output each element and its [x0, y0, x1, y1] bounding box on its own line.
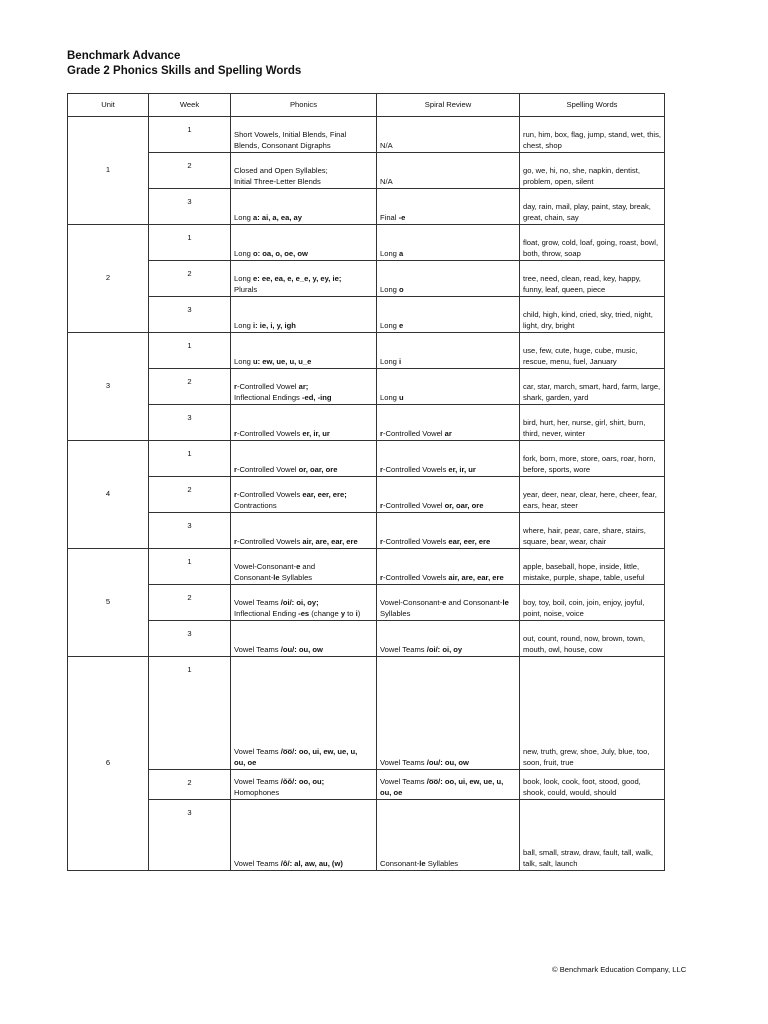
- week-cell: 1: [149, 441, 231, 477]
- column-header-spiral-review: Spiral Review: [377, 94, 520, 117]
- text-segment: Long: [234, 274, 254, 283]
- week-cell: 2: [149, 153, 231, 189]
- week-cell: 2: [149, 369, 231, 405]
- text-segment: Long: [380, 320, 400, 330]
- text-segment: i: [355, 608, 358, 618]
- week-cell: 2: [149, 770, 231, 800]
- text-segment: N/A: [380, 140, 393, 150]
- text-segment: Inflectional Endings: [234, 392, 302, 402]
- text-segment: r: [234, 428, 237, 438]
- week-cell: 3: [149, 405, 231, 441]
- text-segment: ): [357, 608, 361, 618]
- week-cell: 3: [149, 621, 231, 657]
- text-segment: -Controlled Vowel: [382, 428, 445, 438]
- text-segment: a: [399, 248, 404, 258]
- spelling-words-cell: apple, baseball, hope, inside, little, mistake, purple, shape, table, useful: [520, 549, 665, 585]
- week-cell: 2: [149, 585, 231, 621]
- text-segment: Long: [380, 248, 400, 258]
- phonics-cell: [231, 770, 377, 800]
- text-segment: air, are, ear, ere: [448, 572, 504, 582]
- spiral-review-cell: [377, 369, 520, 405]
- unit-cell: 4: [68, 441, 149, 549]
- document-title: [67, 49, 301, 79]
- spiral-review-cell: [377, 585, 520, 621]
- phonics-cell: [231, 585, 377, 621]
- spiral-review-cell: [377, 657, 520, 770]
- text-segment: r: [380, 572, 383, 582]
- table-row: [68, 189, 665, 225]
- text-segment: e: [399, 320, 404, 330]
- phonics-cell: [231, 513, 377, 549]
- week-cell: 1: [149, 225, 231, 261]
- table-body: [68, 117, 665, 871]
- text-segment: e: [442, 598, 447, 607]
- text-segment: to: [345, 608, 356, 618]
- spelling-words-cell: go, we, hi, no, she, napkin, dentist, problem, open, silent: [520, 153, 665, 189]
- text-segment: N/A: [380, 176, 393, 186]
- text-segment: Final: [380, 212, 399, 222]
- text-segment: r: [234, 382, 237, 391]
- text-segment: -Controlled Vowel: [236, 464, 299, 474]
- text-segment: Long: [234, 212, 254, 222]
- text-segment: Contractions: [234, 500, 277, 510]
- table-row: [68, 513, 665, 549]
- phonics-cell: [231, 153, 377, 189]
- text-segment: Inflectional Ending: [234, 608, 299, 618]
- text-segment: Consonant-: [234, 572, 274, 582]
- week-cell: 1: [149, 657, 231, 770]
- text-segment: r: [234, 490, 237, 499]
- text-segment: Long: [380, 284, 400, 294]
- text-segment: Blends, Consonant Digraphs: [234, 140, 331, 150]
- week-cell: 1: [149, 333, 231, 369]
- text-segment: /ou/: ou, ow: [426, 757, 469, 767]
- spiral-review-cell: [377, 297, 520, 333]
- text-segment: le: [273, 572, 280, 582]
- text-segment: Vowel Teams: [234, 644, 281, 654]
- text-segment: r: [380, 428, 383, 438]
- text-segment: Vowel-Consonant-: [234, 562, 297, 571]
- text-segment: /o̅o̅/: oo, ui, ew, ue, u,: [280, 747, 358, 756]
- phonics-table: [67, 93, 665, 871]
- copyright-notice: © Benchmark Education Company, LLC: [552, 965, 687, 974]
- text-segment: Vowel Teams: [234, 747, 281, 756]
- spelling-words-cell: bird, hurt, her, nurse, girl, shirt, burn, third, never, winter: [520, 405, 665, 441]
- text-segment: r: [234, 536, 237, 546]
- text-segment: r: [380, 536, 383, 546]
- spiral-review-cell: [377, 405, 520, 441]
- phonics-cell: [231, 189, 377, 225]
- spelling-words-cell: ball, small, straw, draw, fault, tall, walk, talk, salt, launch: [520, 800, 665, 871]
- text-segment: Consonant-: [380, 858, 420, 868]
- spiral-review-cell: [377, 477, 520, 513]
- text-segment: Syllables: [380, 608, 411, 618]
- text-segment: Long: [380, 356, 400, 366]
- spiral-review-cell: [377, 549, 520, 585]
- phonics-cell: [231, 369, 377, 405]
- text-segment: Syllables: [279, 572, 313, 582]
- text-segment: a: ai, a, ea, ay: [253, 212, 302, 222]
- text-segment: and: [300, 562, 316, 571]
- table-row: [68, 261, 665, 297]
- spelling-words-cell: child, high, kind, cried, sky, tried, night, light, dry, bright: [520, 297, 665, 333]
- spiral-review-cell: [377, 261, 520, 297]
- spelling-words-cell: boy, toy, boil, coin, join, enjoy, joyful, point, noise, voice: [520, 585, 665, 621]
- spiral-review-cell: [377, 225, 520, 261]
- unit-cell: 1: [68, 117, 149, 225]
- spiral-review-cell: [377, 770, 520, 800]
- text-segment: o: [399, 284, 404, 294]
- text-segment: Long: [234, 356, 254, 366]
- spelling-words-cell: new, truth, grew, shoe, July, blue, too, soon, fruit, true: [520, 657, 665, 770]
- text-segment: Homophones: [234, 787, 280, 797]
- text-segment: /ŏŏ/: oo, ou;: [280, 777, 325, 786]
- text-segment: (change: [309, 608, 341, 618]
- table-row: [68, 770, 665, 800]
- table-row: [68, 153, 665, 189]
- week-cell: 3: [149, 189, 231, 225]
- spiral-review-cell: [377, 621, 520, 657]
- title-line-2: Grade 2 Phonics Skills and Spelling Words: [67, 65, 302, 77]
- spelling-words-cell: car, star, march, smart, hard, farm, large, shark, garden, yard: [520, 369, 665, 405]
- text-segment: Vowel Teams: [234, 777, 281, 786]
- text-segment: /ou/: ou, ow: [280, 644, 323, 654]
- table-row: [68, 621, 665, 657]
- text-segment: or, oar, ore: [298, 464, 338, 474]
- week-cell: 2: [149, 261, 231, 297]
- phonics-cell: [231, 261, 377, 297]
- spelling-words-cell: fork, born, more, store, oars, roar, horn, before, sports, wore: [520, 441, 665, 477]
- spelling-words-cell: book, look, cook, foot, stood, good, shook, could, would, should: [520, 770, 665, 800]
- text-segment: air, are, ear, ere: [302, 536, 358, 546]
- table-row: [68, 117, 665, 153]
- text-segment: e: ee, ea, e, e_e, y, ey, ie;: [253, 274, 342, 283]
- week-cell: 3: [149, 297, 231, 333]
- spiral-review-cell: [377, 513, 520, 549]
- text-segment: -Controlled Vowels: [236, 490, 303, 499]
- text-segment: Vowel Teams: [234, 858, 281, 868]
- text-segment: ear, eer, ere;: [302, 490, 347, 499]
- text-segment: u: [399, 392, 404, 402]
- table-header-row: [68, 94, 665, 117]
- spelling-words-cell: year, deer, near, clear, here, cheer, fear, ears, hear, steer: [520, 477, 665, 513]
- text-segment: -Controlled Vowels: [236, 428, 303, 438]
- text-segment: le: [502, 598, 509, 607]
- week-cell: 3: [149, 513, 231, 549]
- unit-cell: 6: [68, 657, 149, 871]
- text-segment: -Controlled Vowels: [382, 464, 449, 474]
- phonics-cell: [231, 333, 377, 369]
- text-segment: or, oar, ore: [444, 500, 484, 510]
- text-segment: -Controlled Vowel: [382, 500, 445, 510]
- table-row: [68, 549, 665, 585]
- text-segment: Plurals: [234, 284, 258, 294]
- spiral-review-cell: [377, 189, 520, 225]
- spelling-words-cell: day, rain, mail, play, paint, stay, break, great, chain, say: [520, 189, 665, 225]
- text-segment: Syllables: [425, 858, 459, 868]
- table-row: [68, 585, 665, 621]
- text-segment: Vowel Teams: [234, 598, 281, 607]
- text-segment: ou, oe: [380, 787, 403, 797]
- column-header-week: Week: [149, 94, 231, 117]
- spiral-review-cell: [377, 153, 520, 189]
- spelling-words-cell: float, grow, cold, loaf, going, roast, bowl, both, throw, soap: [520, 225, 665, 261]
- text-segment: er, ir, ur: [448, 464, 476, 474]
- phonics-cell: [231, 657, 377, 770]
- table-row: [68, 477, 665, 513]
- text-segment: Long: [380, 392, 400, 402]
- phonics-cell: [231, 549, 377, 585]
- text-segment: u: ew, ue, u, u_e: [253, 356, 312, 366]
- text-segment: Closed and Open Syllables;: [234, 166, 328, 175]
- spelling-words-cell: out, count, round, now, brown, town, mouth, owl, house, cow: [520, 621, 665, 657]
- text-segment: -es: [298, 608, 310, 618]
- spiral-review-cell: [377, 800, 520, 871]
- spiral-review-cell: [377, 333, 520, 369]
- text-segment: Vowel-Consonant-: [380, 598, 443, 607]
- text-segment: /ô/: al, aw, au, (w): [280, 858, 343, 868]
- phonics-cell: [231, 621, 377, 657]
- table-row: [68, 297, 665, 333]
- unit-cell: 5: [68, 549, 149, 657]
- text-segment: Long: [234, 248, 254, 258]
- text-segment: ar: [444, 428, 452, 438]
- phonics-cell: [231, 117, 377, 153]
- text-segment: e: [296, 562, 301, 571]
- text-segment: o: oa, o, oe, ow: [253, 248, 308, 258]
- table-row: [68, 657, 665, 770]
- spelling-words-cell: run, him, box, flag, jump, stand, wet, this, chest, shop: [520, 117, 665, 153]
- phonics-cell: [231, 297, 377, 333]
- text-segment: -Controlled Vowels: [382, 572, 449, 582]
- column-header-spelling-words: Spelling Words: [520, 94, 665, 117]
- text-segment: i: ie, i, y, igh: [253, 320, 296, 330]
- text-segment: ar;: [298, 382, 309, 391]
- text-segment: /oi/: oi, oy: [426, 644, 463, 654]
- table-row: [68, 225, 665, 261]
- text-segment: -e: [398, 212, 406, 222]
- table-row: [68, 369, 665, 405]
- text-segment: ou, oe: [234, 757, 257, 767]
- text-segment: and Consonant-: [446, 598, 503, 607]
- text-segment: -Controlled Vowel: [236, 382, 299, 391]
- text-segment: ear, eer, ere: [448, 536, 491, 546]
- text-segment: r: [234, 464, 237, 474]
- unit-cell: 3: [68, 333, 149, 441]
- text-segment: Vowel Teams: [380, 644, 427, 654]
- spelling-words-cell: where, hair, pear, care, share, stairs, square, bear, wear, chair: [520, 513, 665, 549]
- table-row: [68, 441, 665, 477]
- table-row: [68, 405, 665, 441]
- text-segment: i: [399, 356, 402, 366]
- text-segment: -Controlled Vowels: [382, 536, 449, 546]
- text-segment: Vowel Teams: [380, 757, 427, 767]
- text-segment: /oi/: oi, oy;: [280, 598, 319, 607]
- text-segment: er, ir, ur: [302, 428, 330, 438]
- text-segment: -ed, -ing: [301, 392, 332, 402]
- column-header-phonics: Phonics: [231, 94, 377, 117]
- phonics-cell: [231, 405, 377, 441]
- column-header-unit: Unit: [68, 94, 149, 117]
- week-cell: 1: [149, 549, 231, 585]
- text-segment: /o̅o̅/: oo, ui, ew, ue, u,: [426, 777, 504, 786]
- text-segment: r: [380, 500, 383, 510]
- text-segment: Short Vowels, Initial Blends, Final: [234, 130, 347, 139]
- phonics-cell: [231, 477, 377, 513]
- phonics-cell: [231, 800, 377, 871]
- text-segment: r: [380, 464, 383, 474]
- text-segment: -Controlled Vowels: [236, 536, 303, 546]
- unit-cell: 2: [68, 225, 149, 333]
- text-segment: y: [340, 608, 346, 618]
- week-cell: 2: [149, 477, 231, 513]
- table-row: [68, 333, 665, 369]
- week-cell: 1: [149, 117, 231, 153]
- phonics-cell: [231, 441, 377, 477]
- table-row: [68, 800, 665, 871]
- spelling-words-cell: tree, need, clean, read, key, happy, funny, leaf, queen, piece: [520, 261, 665, 297]
- title-line-1: Benchmark Advance: [67, 50, 181, 62]
- text-segment: le: [419, 858, 426, 868]
- text-segment: Vowel Teams: [380, 777, 427, 786]
- text-segment: Initial Three-Letter Blends: [234, 176, 321, 186]
- spiral-review-cell: [377, 117, 520, 153]
- text-segment: Long: [234, 320, 254, 330]
- phonics-cell: [231, 225, 377, 261]
- spelling-words-cell: use, few, cute, huge, cube, music, rescue, menu, fuel, January: [520, 333, 665, 369]
- spiral-review-cell: [377, 441, 520, 477]
- week-cell: 3: [149, 800, 231, 871]
